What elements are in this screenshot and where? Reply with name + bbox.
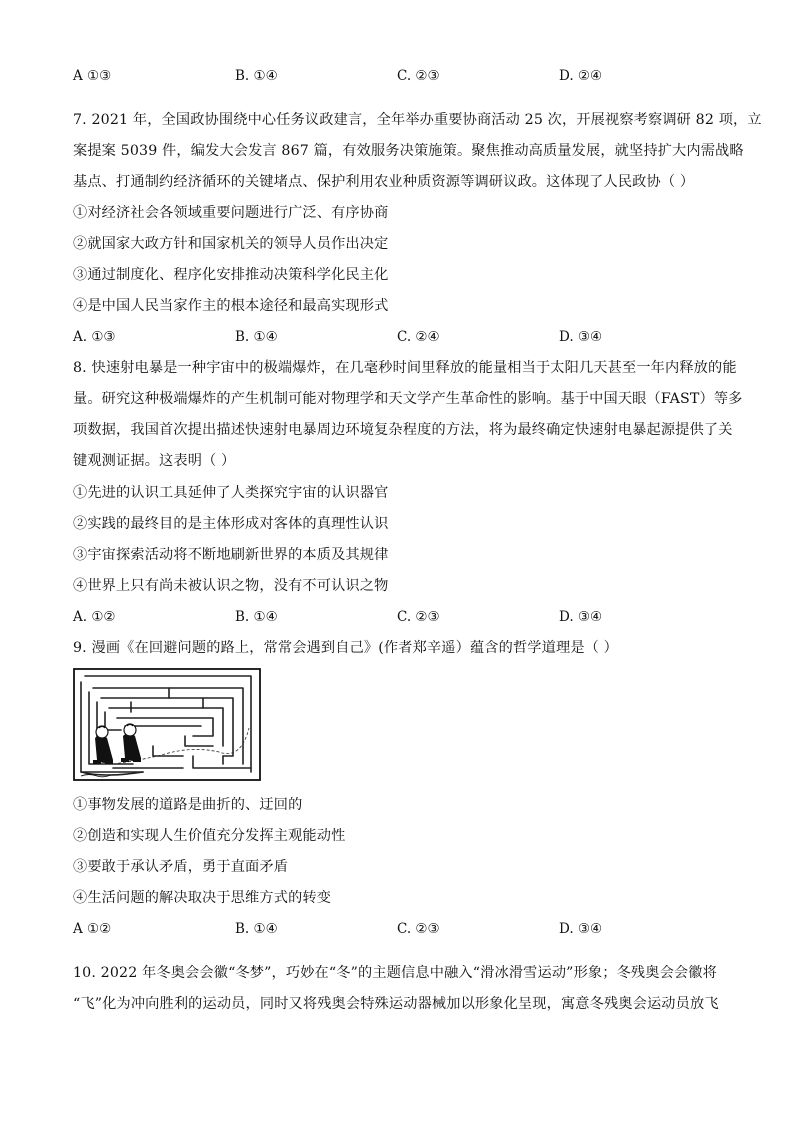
q9-item-4: ④生活问题的解决取决于思维方式的转变 xyxy=(73,890,332,906)
q7-item-3: ③通过制度化、程序化安排推动决策科学化民主化 xyxy=(73,267,389,283)
q10-stem-line-1: 10. 2022 年冬奥会会徽“冬梦”，巧妙在“冬”的主题信息中融入“滑冰滑雪运动”形象；冬残奥会会徽将 xyxy=(73,965,717,981)
q6-option-a[interactable]: A ①③ xyxy=(73,68,112,84)
q9-item-1: ①事物发展的道路是曲折的、迂回的 xyxy=(73,797,303,813)
q8-stem-line-4: 键观测证据。这表明（ ） xyxy=(73,453,236,469)
q10-stem-line-2: “飞”化为冲向胜利的运动员，同时又将残奥会特殊运动器械加以形象化呈现，寓意冬残奥会运动员放飞 xyxy=(73,996,719,1012)
q7-option-a[interactable]: A. ①③ xyxy=(73,329,116,345)
q8-option-d[interactable]: D. ③④ xyxy=(559,609,603,625)
q9-item-3: ③要敢于承认矛盾，勇于直面矛盾 xyxy=(73,859,289,875)
q7-item-2: ②就国家大政方针和国家机关的领导人员作出决定 xyxy=(73,236,389,252)
q9-option-d[interactable]: D. ③④ xyxy=(559,921,603,937)
q9-option-b[interactable]: B. ①④ xyxy=(235,921,278,937)
q9-option-c[interactable]: C. ②③ xyxy=(397,921,440,937)
q7-item-4: ④是中国人民当家作主的根本途径和最高实现形式 xyxy=(73,298,389,314)
q7-stem-line-1: 7. 2021 年，全国政协围绕中心任务议政建言，全年举办重要协商活动 25 次，开展视察考察调研 82 项，立 xyxy=(73,112,762,128)
q8-stem-line-2: 量。研究这种极端爆炸的产生机制可能对物理学和天文学产生革命性的影响。基于中国天眼（FAST）等多 xyxy=(73,391,743,407)
q7-option-c[interactable]: C. ②④ xyxy=(397,329,440,345)
q8-stem-line-3: 项数据，我国首次提出描述快速射电暴周边环境复杂程度的方法，将为最终确定快速射电暴起源提供了关 xyxy=(73,422,733,438)
q8-item-4: ④世界上只有尚未被认识之物，没有不可认识之物 xyxy=(73,578,389,594)
q7-stem-line-2: 案提案 5039 件，编发大会发言 867 篇，有效服务决策施策。聚焦推动高质量发展，就坚持扩大内需战略 xyxy=(73,143,744,159)
q7-option-b[interactable]: B. ①④ xyxy=(235,329,278,345)
q6-option-c[interactable]: C. ②③ xyxy=(397,68,440,84)
q8-item-3: ③宇宙探索活动将不断地刷新世界的本质及其规律 xyxy=(73,547,389,563)
q7-option-d[interactable]: D. ③④ xyxy=(559,329,603,345)
q7-stem-line-3: 基点、打通制约经济循环的关键堵点、保护利用农业种质资源等调研议政。这体现了人民政协（ ） xyxy=(73,174,695,190)
q9-item-2: ②创造和实现人生价值充分发挥主观能动性 xyxy=(73,828,346,844)
q8-item-1: ①先进的认识工具延伸了人类探究宇宙的认识器官 xyxy=(73,485,389,501)
q8-option-a[interactable]: A. ①② xyxy=(73,609,116,625)
q8-option-c[interactable]: C. ②③ xyxy=(397,609,440,625)
q8-option-b[interactable]: B. ①④ xyxy=(235,609,278,625)
maze-cartoon-image xyxy=(73,668,261,781)
q6-option-d[interactable]: D. ②④ xyxy=(559,68,603,84)
q8-stem-line-1: 8. 快速射电暴是一种宇宙中的极端爆炸，在几毫秒时间里释放的能量相当于太阳几天甚至一年内释放的能 xyxy=(73,360,737,376)
q9-stem: 9. 漫画《在回避问题的路上，常常会遇到自己》(作者郑辛遥）蕴含的哲学道理是（ ） xyxy=(73,640,618,656)
q8-item-2: ②实践的最终目的是主体形成对客体的真理性认识 xyxy=(73,516,389,532)
q9-option-a[interactable]: A ①② xyxy=(73,921,112,937)
q7-item-1: ①对经济社会各领域重要问题进行广泛、有序协商 xyxy=(73,205,389,221)
q6-option-b[interactable]: B. ①④ xyxy=(235,68,278,84)
